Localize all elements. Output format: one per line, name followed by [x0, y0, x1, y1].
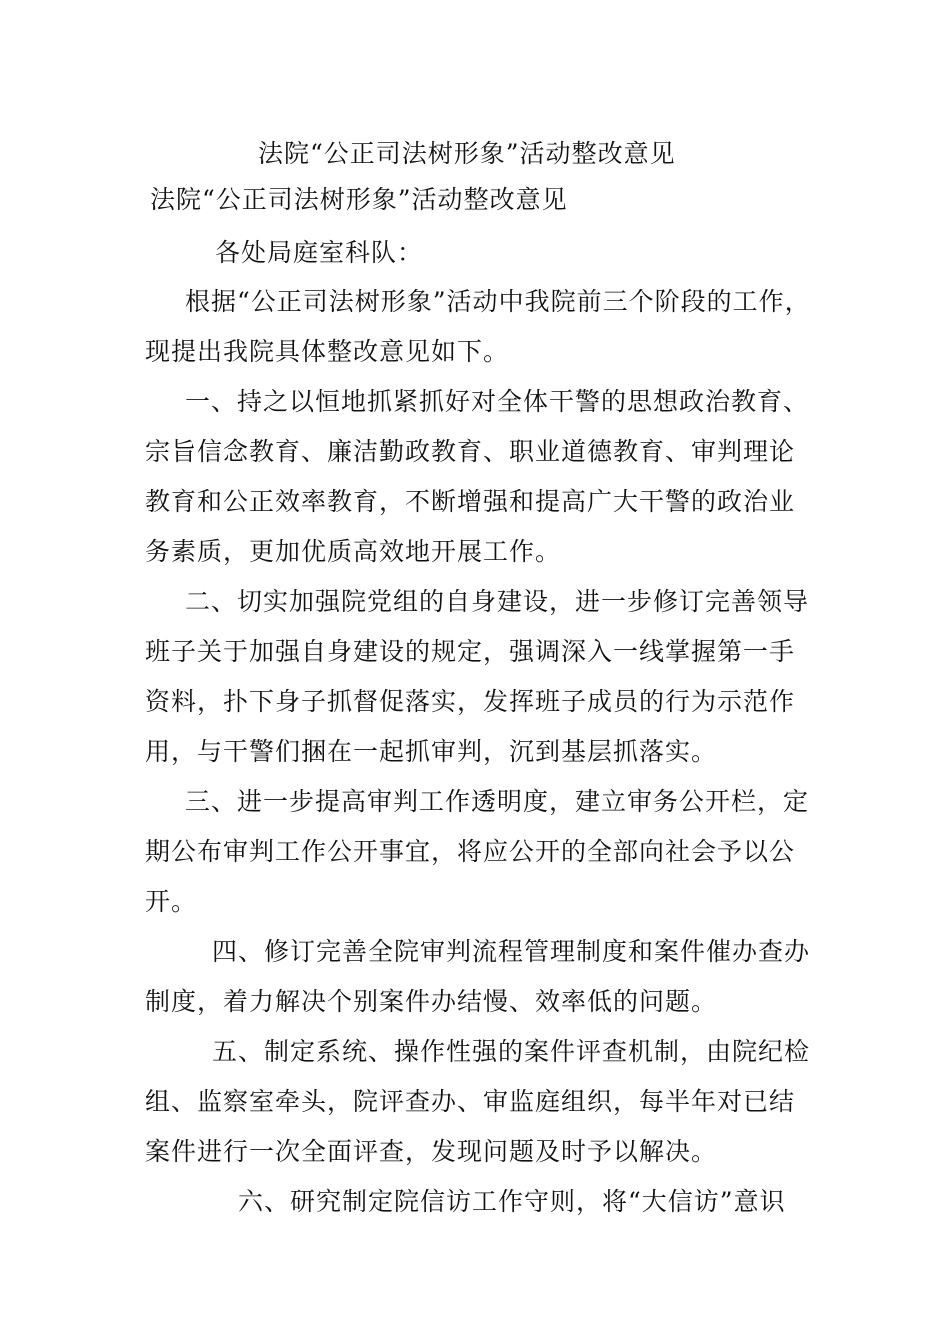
- paragraph-line: 四、修订完善全院审判流程管理制度和案件催办查办: [212, 937, 811, 966]
- paragraph-line: 务素质，更加优质高效地开展工作。: [145, 537, 562, 566]
- paragraph-line: 五、制定系统、操作性强的案件评查机制，由院纪检: [212, 1037, 811, 1066]
- paragraph-line: 现提出我院具体整改意见如下。: [145, 337, 510, 366]
- paragraph-line: 二、切实加强院党组的自身建设，进一步修订完善领导: [185, 587, 810, 616]
- paragraph-line: 班子关于加强自身建设的规定，强调深入一线掌握第一手: [145, 637, 796, 666]
- paragraph-line: 期公布审判工作公开事宜，将应公开的全部向社会予以公: [145, 837, 796, 866]
- paragraph-line: 教育和公正效率教育，不断增强和提高广大干警的政治业: [145, 487, 796, 516]
- paragraph-line: 六、研究制定院信访工作守则，将“大信访”意识: [238, 1187, 786, 1216]
- paragraph-line: 根据“公正司法树形象”活动中我院前三个阶段的工作，: [185, 287, 811, 316]
- paragraph-line: 资料，扑下身子抓督促落实，发挥班子成员的行为示范作: [145, 687, 796, 716]
- paragraph-line: 用，与干警们捆在一起抓审判，沉到基层抓落实。: [145, 737, 718, 766]
- paragraph-line: 组、监察室牵头，院评查办、审监庭组织，每半年对已结: [145, 1087, 796, 1116]
- document-title: 法院“公正司法树形象”活动整改意见: [258, 139, 676, 168]
- paragraph-line: 宗旨信念教育、廉洁勤政教育、职业道德教育、审判理论: [145, 437, 796, 466]
- paragraph-line: 案件进行一次全面评查，发现问题及时予以解决。: [145, 1137, 718, 1166]
- paragraph-line: 一、持之以恒地抓紧抓好对全体干警的思想政治教育、: [185, 387, 810, 416]
- paragraph-line: 开。: [145, 887, 198, 916]
- document-subtitle: 法院“公正司法树形象”活动整改意见: [150, 185, 568, 214]
- salutation: 各处局庭室科队：: [215, 238, 424, 267]
- paragraph-line: 三、进一步提高审判工作透明度，建立审务公开栏，定: [185, 787, 810, 816]
- paragraph-line: 制度，着力解决个别案件办结慢、效率低的问题。: [145, 987, 718, 1016]
